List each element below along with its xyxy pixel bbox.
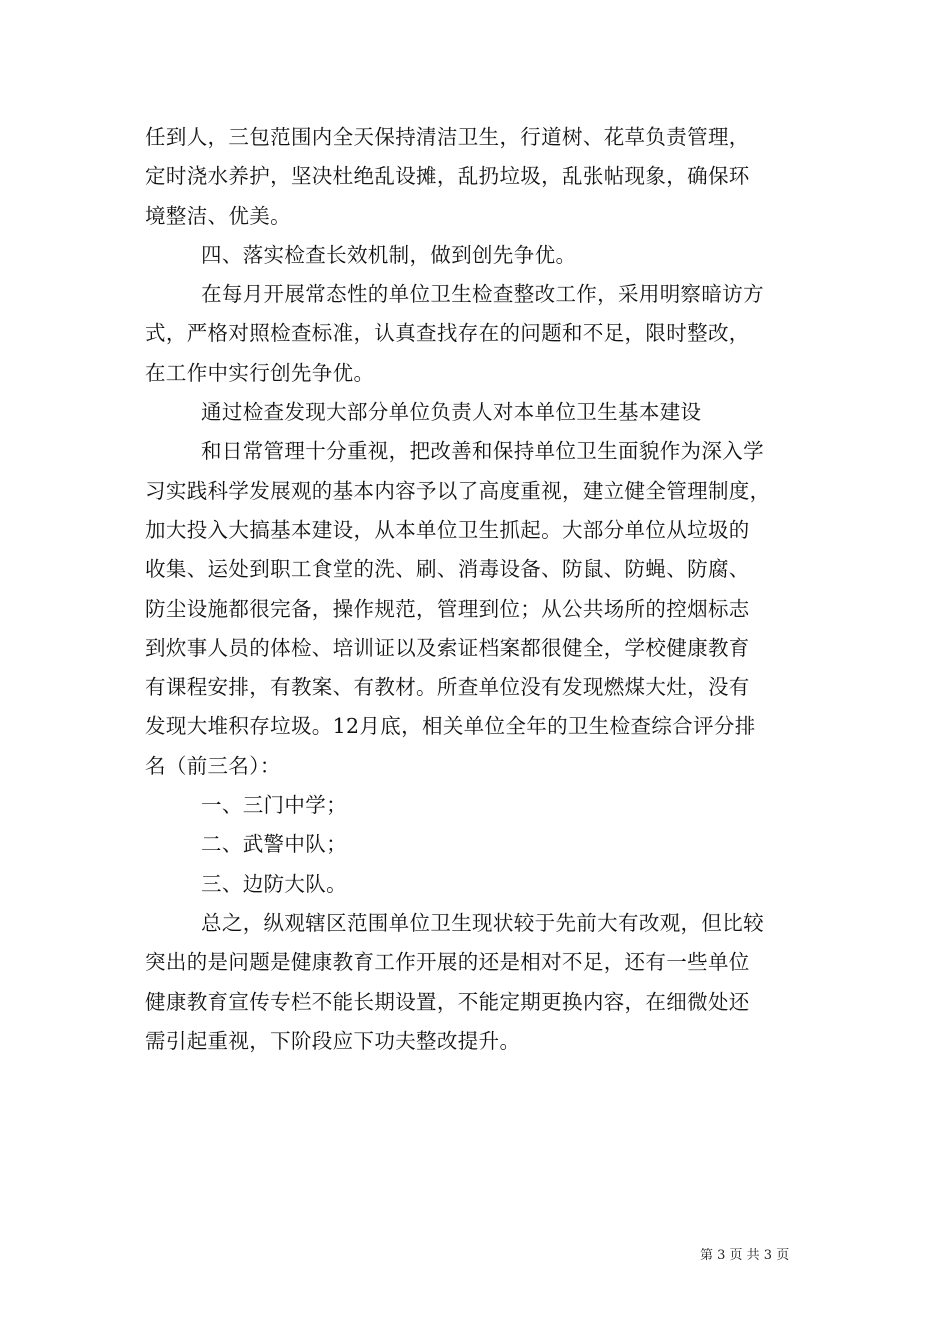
ranking-item: 二、武警中队； bbox=[201, 832, 347, 857]
text-line: 总之，纵观辖区范围单位卫生现状较于先前大有改观，但比较 bbox=[201, 910, 764, 935]
text-line: 境整洁、优美。 bbox=[145, 203, 291, 228]
text-line: 定时浇水养护，坚决杜绝乱设摊，乱扔垃圾，乱张帖现象，确保环 bbox=[145, 164, 750, 189]
text-line: 突出的是问题是健康教育工作开展的还是相对不足，还有一些单位 bbox=[145, 950, 750, 975]
section-heading: 四、落实检查长效机制，做到创先争优。 bbox=[201, 242, 577, 267]
text-line: 名（前三名）： bbox=[145, 753, 281, 778]
text-line: 通过检查发现大部分单位负责人对本单位卫生基本建设 bbox=[201, 400, 702, 425]
text-line: 防尘设施都很完备，操作规范，管理到位；从公共场所的控烟标志 bbox=[145, 596, 750, 621]
text-line: 和日常管理十分重视，把改善和保持单位卫生面貌作为深入学 bbox=[201, 439, 764, 464]
ranking-item: 三、边防大队。 bbox=[201, 871, 347, 896]
text-line: 到炊事人员的体检、培训证以及索证档案都很健全，学校健康教育 bbox=[145, 635, 750, 660]
text-line: 加大投入大搞基本建设，从本单位卫生抓起。大部分单位从垃圾的 bbox=[145, 517, 750, 542]
text-line: 式，严格对照检查标准，认真查找存在的问题和不足，限时整改， bbox=[145, 321, 750, 346]
text-line: 发现大堆积存垃圾。12月底，相关单位全年的卫生检查综合评分排 bbox=[145, 714, 756, 739]
text-line: 健康教育宣传专栏不能长期设置，不能定期更换内容，在细微处还 bbox=[145, 989, 750, 1014]
document-body bbox=[145, 118, 815, 1061]
text-line: 需引起重视，下阶段应下功夫整改提升。 bbox=[145, 1028, 521, 1053]
text-line: 收集、运处到职工食堂的洗、刷、消毒设备、防鼠、防蝇、防腐、 bbox=[145, 557, 750, 582]
text-line: 任到人，三包范围内全天保持清洁卫生，行道树、花草负责管理， bbox=[145, 125, 750, 149]
ranking-item: 一、三门中学； bbox=[201, 793, 347, 818]
text-line: 有课程安排，有教案、有教材。所查单位没有发现燃煤大灶，没有 bbox=[145, 675, 750, 700]
text-line: 习实践科学发展观的基本内容予以了高度重视，建立健全管理制度， bbox=[145, 478, 771, 503]
page-number-footer: 第 3 页 共 3 页 bbox=[700, 1248, 790, 1263]
text-line: 在每月开展常态性的单位卫生检查整改工作，采用明察暗访方 bbox=[201, 282, 764, 307]
text-line: 在工作中实行创先争优。 bbox=[145, 360, 375, 385]
